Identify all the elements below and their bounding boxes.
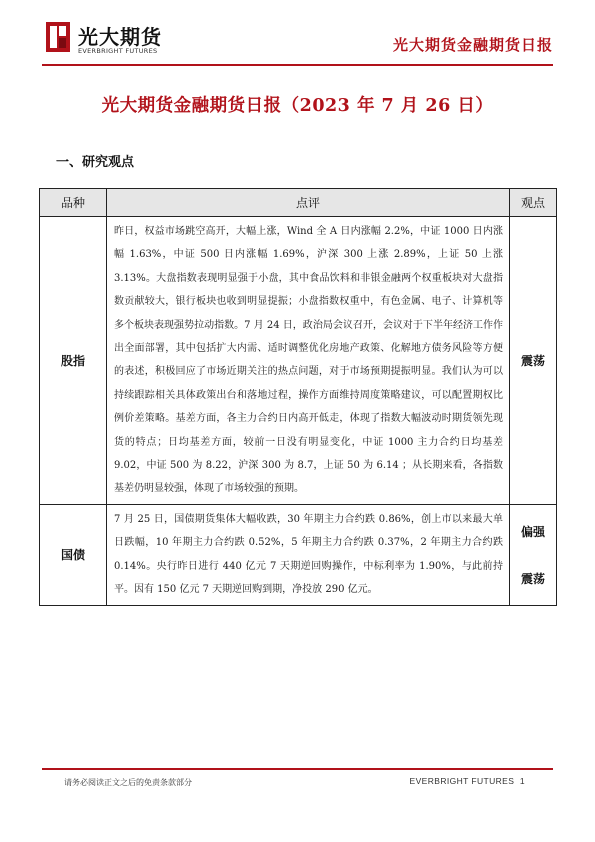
- row-view: [510, 217, 557, 505]
- page-number: 1: [519, 776, 525, 786]
- view-label: 震荡: [520, 571, 545, 586]
- section-heading: 一、研究观点: [56, 155, 135, 170]
- report-name: 光大期货金融期货日报: [392, 36, 553, 54]
- table-row: [40, 217, 557, 505]
- table-header-row: [40, 189, 557, 217]
- table-row: [40, 504, 557, 605]
- header-divider: [42, 64, 553, 66]
- header-comment: 点评: [107, 189, 510, 217]
- row-comment: 昨日，权益市场跳空高开，大幅上涨，Wind 全 A 日内涨幅 2.2%，中证 1000 日内涨幅 1.63%，中证 500 日内涨幅 1.69%，沪深 300 上涨 2.89%，上证 50 上涨 3.13%。大盘指数表现明显强于小盘，其中食品饮料和非银金融两个权重板块对大盘指数贡献较大，银行板块也收到明显提振；小盘指数权重中，有色金属、电子、计算机等多个板块表现强势拉动指数。7 月 24 日，政治局会议召开，会议对于下半年经济工作作出全面部署，其中包括扩大内需、适时调整优化房地产政策、化解地方债务风险等方便的表述，积极回应了市场近期关注的热点问题，对于市场预期提振明显。我们认为可以持续跟踪相关具体政策出台和落地过程，操作方面维持周度策略建议，可以配置期权比例价差策略。基差方面，各主力合约日内高开低走，体现了指数大幅波动时期货领先现货的特点；日均基差方面，较前一日没有明显变化，中证 1000 主力合约日均基差 9.02，中证 500 为 8.22，沪深 300 为 8.7，上证 50 为 6.14 ；从长期来看，各指数基差仍明显较强，体现了市场较强的预期。: [107, 217, 510, 505]
- footer-divider: [42, 768, 553, 770]
- row-comment: 7 月 25 日，国债期货集体大幅收跌，30 年期主力合约跌 0.86%，创上市以来最大单日跌幅，10 年期主力合约跌 0.52%，5 年期主力合约跌 0.37%，2 年期主力合约跌 0.14%。央行昨日进行 440 亿元 7 天期逆回购操作，中标利率为 1.90%，与此前持平。因有 150 亿元 7 天期逆回购到期，净投放 290 亿元。: [107, 504, 510, 605]
- row-view: [510, 504, 557, 605]
- view-label: 震荡: [520, 353, 545, 368]
- logo-english-text: EVERBRIGHT FUTURES: [78, 47, 158, 55]
- logo-chinese-text: 光大期货: [78, 25, 162, 49]
- everbright-logo-icon: [44, 20, 72, 54]
- header-type: 品种: [40, 189, 107, 217]
- footer-brand: EVERBRIGHT FUTURES: [409, 776, 515, 786]
- row-type: 股指: [40, 217, 107, 505]
- header-view: 观点: [510, 189, 557, 217]
- footer-brand-page: [410, 776, 525, 786]
- page-title: 光大期货金融期货日报（2023 年 7 月 26 日）: [101, 96, 494, 116]
- row-type: 国债: [40, 504, 107, 605]
- company-logo: [44, 20, 184, 60]
- research-view-table: [39, 188, 557, 606]
- footer-disclaimer: 请务必阅读正文之后的免责条款部分: [64, 778, 192, 787]
- view-label: 偏强: [520, 524, 545, 539]
